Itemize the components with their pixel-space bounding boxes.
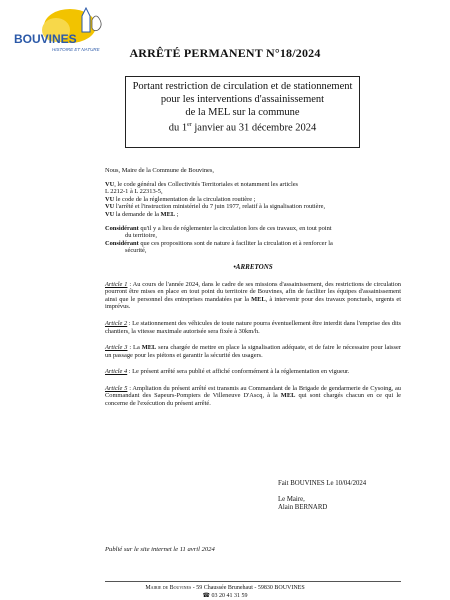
- logo-town-name: BOUVINES: [14, 32, 77, 46]
- logo-tagline: HISTOIRE ET NATURE: [52, 47, 100, 52]
- article-2: Article 2 : Le stationnement des véhicules de toute nature pourra éventuellement être interdit dans l'emprise des dits chantiers, la vitesse maximale autorisée sera fixée à 30km/h.: [105, 319, 402, 335]
- subject-line-2: pour les interventions d'assainissement: [160, 94, 325, 105]
- decree-subject-box: [125, 76, 360, 148]
- article-3: Article 3 : La MEL sera chargée de mettre en place la signalisation adéquate, et de faire le nécessaire pour laisser un passage pour les piétons et garantir la sécurité des usagers.: [105, 344, 401, 359]
- signature-date: Fait BOUVINES Le 10/04/2024: [278, 480, 367, 487]
- subject-date-start: du 1: [168, 122, 188, 134]
- signature-block: [278, 480, 366, 512]
- decree-title: ARRÊTÉ PERMANENT N°18/2024: [129, 46, 321, 60]
- subject-date-end: janvier au 31 décembre 2024: [191, 122, 317, 134]
- arretons-heading: •ARRETONS: [233, 262, 273, 271]
- footer-divider: [105, 581, 401, 582]
- article-1: Article 1 : Au cours de l'année 2024, dans le cadre de ses missions d'assainissement, des restrictions de circulation pourront être mises en place en tout point du territoire de Bouvines, afin de faciliter les équipes d'assainissement ainsi que le personnel des entreprises mandatées par la MEL, à intervenir pour des travaux ponctuels, urgents et imprévus.: [105, 280, 401, 311]
- subject-line-1: Portant restriction de circulation et de stationnement: [132, 81, 353, 92]
- vu-line: VU l'arrêté et l'instruction ministériel du 7 juin 1977, relatif à la signalisation routière,: [105, 203, 326, 211]
- article-4: Article 4 : Le présent arrêté sera publié et affiché conformément à la réglementation en vigueur.: [105, 368, 350, 376]
- footer-phone: ☎ 03 20 41 31 59: [202, 593, 248, 599]
- article-5: Article 5 : Ampliation du présent arrêté est transmis au Commandant de la Brigade de gendarmerie de Cysoing, au Commandant des Sapeurs-Pompiers de Villeneuve D'Ascq, à la MEL qui sont chargés chacun en ce qui le concerne de l'exécution du présent arrêté.: [105, 384, 401, 408]
- vu-line: VU le code de la réglementation de la circulation routière ;: [105, 195, 256, 203]
- signature-name: Alain BERNARD: [278, 504, 328, 511]
- considerant-line: Considérant qu'il y a lieu de réglementer la circulation lors de ces travaux, en tout point: [105, 224, 332, 232]
- subject-line-3: de la MEL sur la commune: [185, 107, 300, 118]
- vu-line: VU, le code général des Collectivités Territoriales et notamment les articles: [105, 180, 299, 188]
- considerant-continuation: sécurité,: [125, 247, 147, 255]
- decree-body: [105, 167, 401, 408]
- publication-note: Publié sur le site internet le 11 avril 2024: [105, 546, 215, 553]
- vu-line: L 2212-1 à L 22313-5,: [105, 188, 163, 196]
- footer-address: Mairie de Bouvines - 59 Chaussée Brunehaut - 59830 BOUVINES: [145, 585, 305, 591]
- vu-line: VU la demande de la MEL ;: [105, 210, 179, 218]
- subject-line-4: [126, 119, 359, 135]
- intro-text: Nous, Maire de la Commune de Bouvines,: [105, 167, 214, 174]
- subject-date-sup: er: [187, 122, 192, 128]
- considerant-continuation: du territoire,: [125, 232, 157, 240]
- footer: [0, 584, 450, 600]
- considerant-line: Considérant que ces propositions sont de nature à faciliter la circulation et à renforcer la: [105, 239, 333, 247]
- signature-role: Le Maire,: [278, 496, 305, 503]
